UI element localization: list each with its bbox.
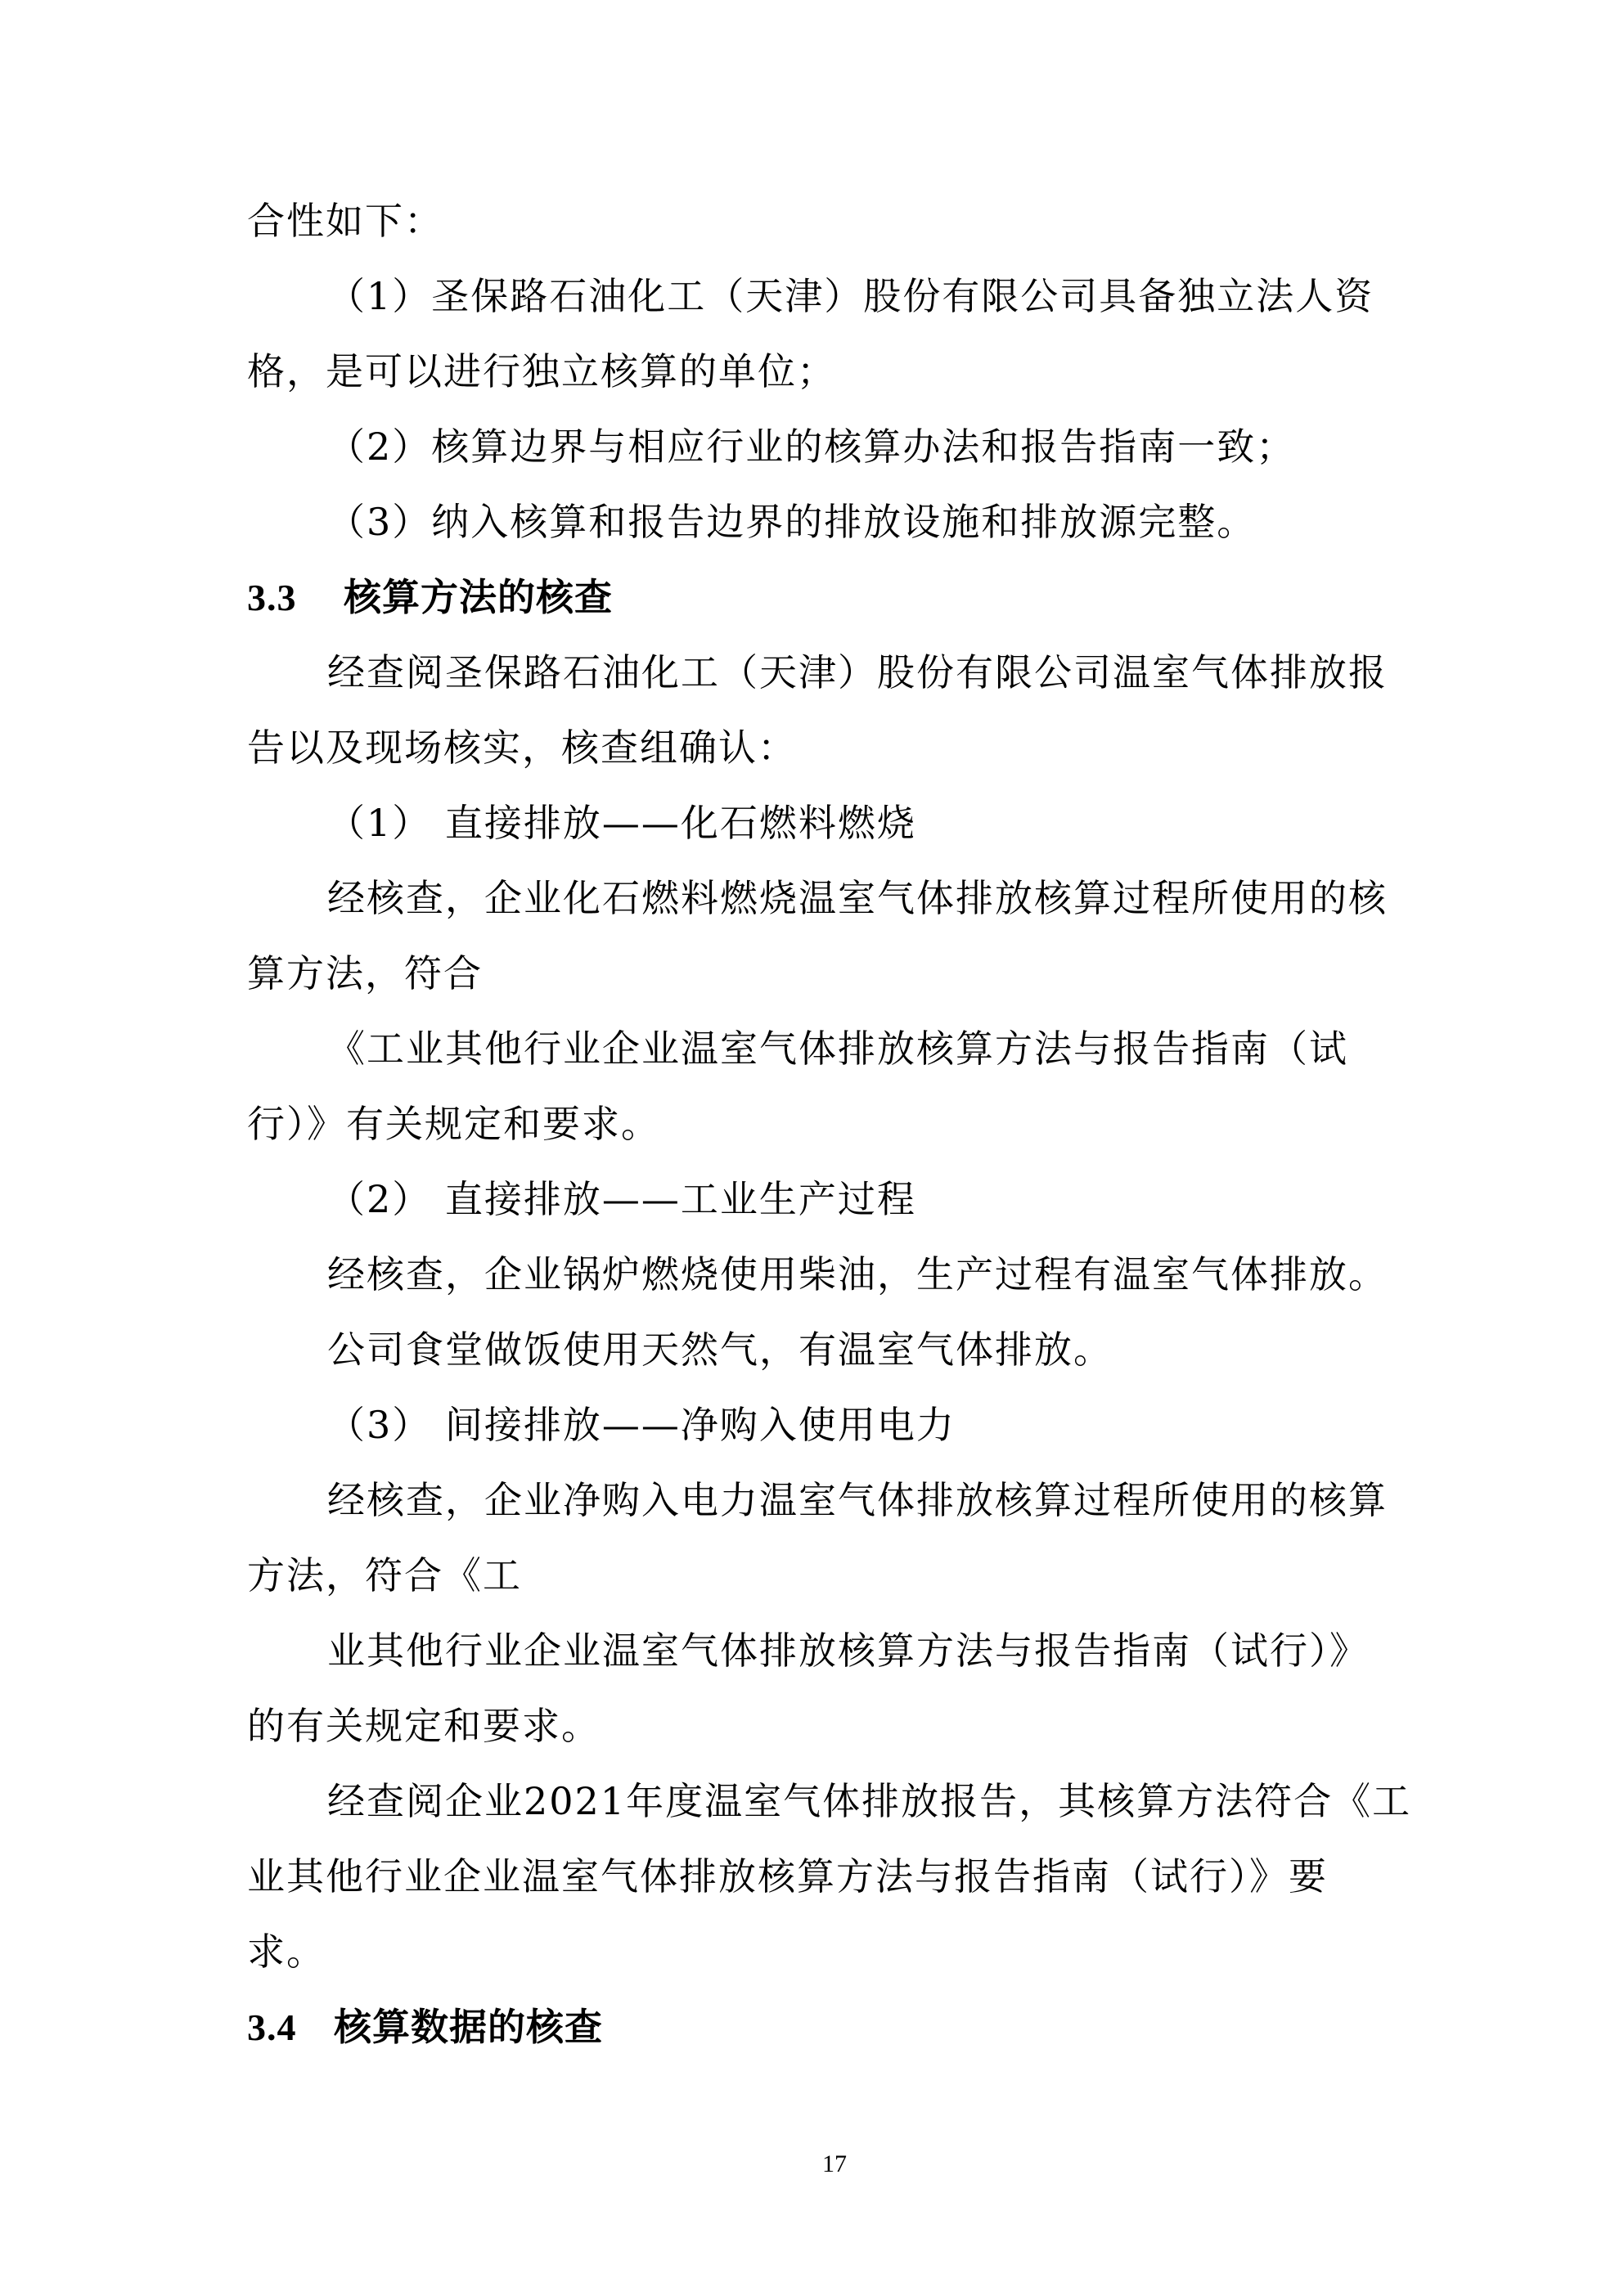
paragraph-line: 方法，符合《工 — [247, 1553, 522, 1597]
section-heading-3-4 — [247, 2002, 603, 2051]
page-number: 17 — [822, 2150, 847, 2177]
paragraph-line: 格，是可以进行独立核算的单位； — [247, 349, 836, 393]
list-item-line: （1）圣保路石油化工（天津）股份有限公司具备独立法人资 — [327, 274, 1374, 318]
paragraph-line: 求。 — [247, 1930, 326, 1974]
paragraph-line: 经查阅企业2021年度温室气体排放报告，其核算方法符合《工 — [327, 1779, 1412, 1823]
paragraph-line: 《工业其他行业企业温室气体排放核算方法与报告指南（试 — [327, 1027, 1348, 1071]
section-title: 核算方法的核查 — [344, 575, 613, 619]
paragraph-line: 业其他行业企业温室气体排放核算方法与报告指南（试行）》要 — [247, 1854, 1328, 1898]
list-item-line: （2） 直接排放——工业生产过程 — [327, 1177, 916, 1221]
paragraph-line: 的有关规定和要求。 — [247, 1704, 601, 1748]
paragraph-line: 公司食堂做饭使用天然气，有温室气体排放。 — [327, 1328, 1113, 1372]
paragraph-line: 合性如下： — [247, 199, 443, 243]
section-number: 3.4 — [247, 2006, 297, 2048]
section-title: 核算数据的核查 — [334, 2005, 603, 2049]
paragraph-line: 行）》有关规定和要求。 — [247, 1102, 660, 1146]
list-item-line: （2）核算边界与相应行业的核算办法和报告指南一致； — [327, 425, 1296, 469]
list-item-line: （1） 直接排放——化石燃料燃烧 — [327, 801, 916, 845]
list-item-line: （3） 间接排放——净购入使用电力 — [327, 1403, 956, 1447]
section-number: 3.3 — [247, 577, 297, 618]
paragraph-line: 经核查，企业化石燃料燃烧温室气体排放核算过程所使用的核 — [327, 876, 1388, 920]
paragraph-line: 经核查，企业锅炉燃烧使用柴油，生产过程有温室气体排放。 — [327, 1252, 1388, 1296]
paragraph-line: 经查阅圣保路石油化工（天津）股份有限公司温室气体排放报 — [327, 650, 1388, 694]
paragraph-line: 告以及现场核实，核查组确认： — [247, 726, 797, 770]
paragraph-line: 经核查，企业净购入电力温室气体排放核算过程所使用的核算 — [327, 1478, 1388, 1522]
list-item-line: （3）纳入核算和报告边界的排放设施和排放源完整。 — [327, 500, 1257, 544]
paragraph-line: 业其他行业企业温室气体排放核算方法与报告指南（试行）》 — [327, 1629, 1369, 1673]
paragraph-line: 算方法，符合 — [247, 951, 483, 995]
section-heading-3-3 — [247, 573, 613, 622]
